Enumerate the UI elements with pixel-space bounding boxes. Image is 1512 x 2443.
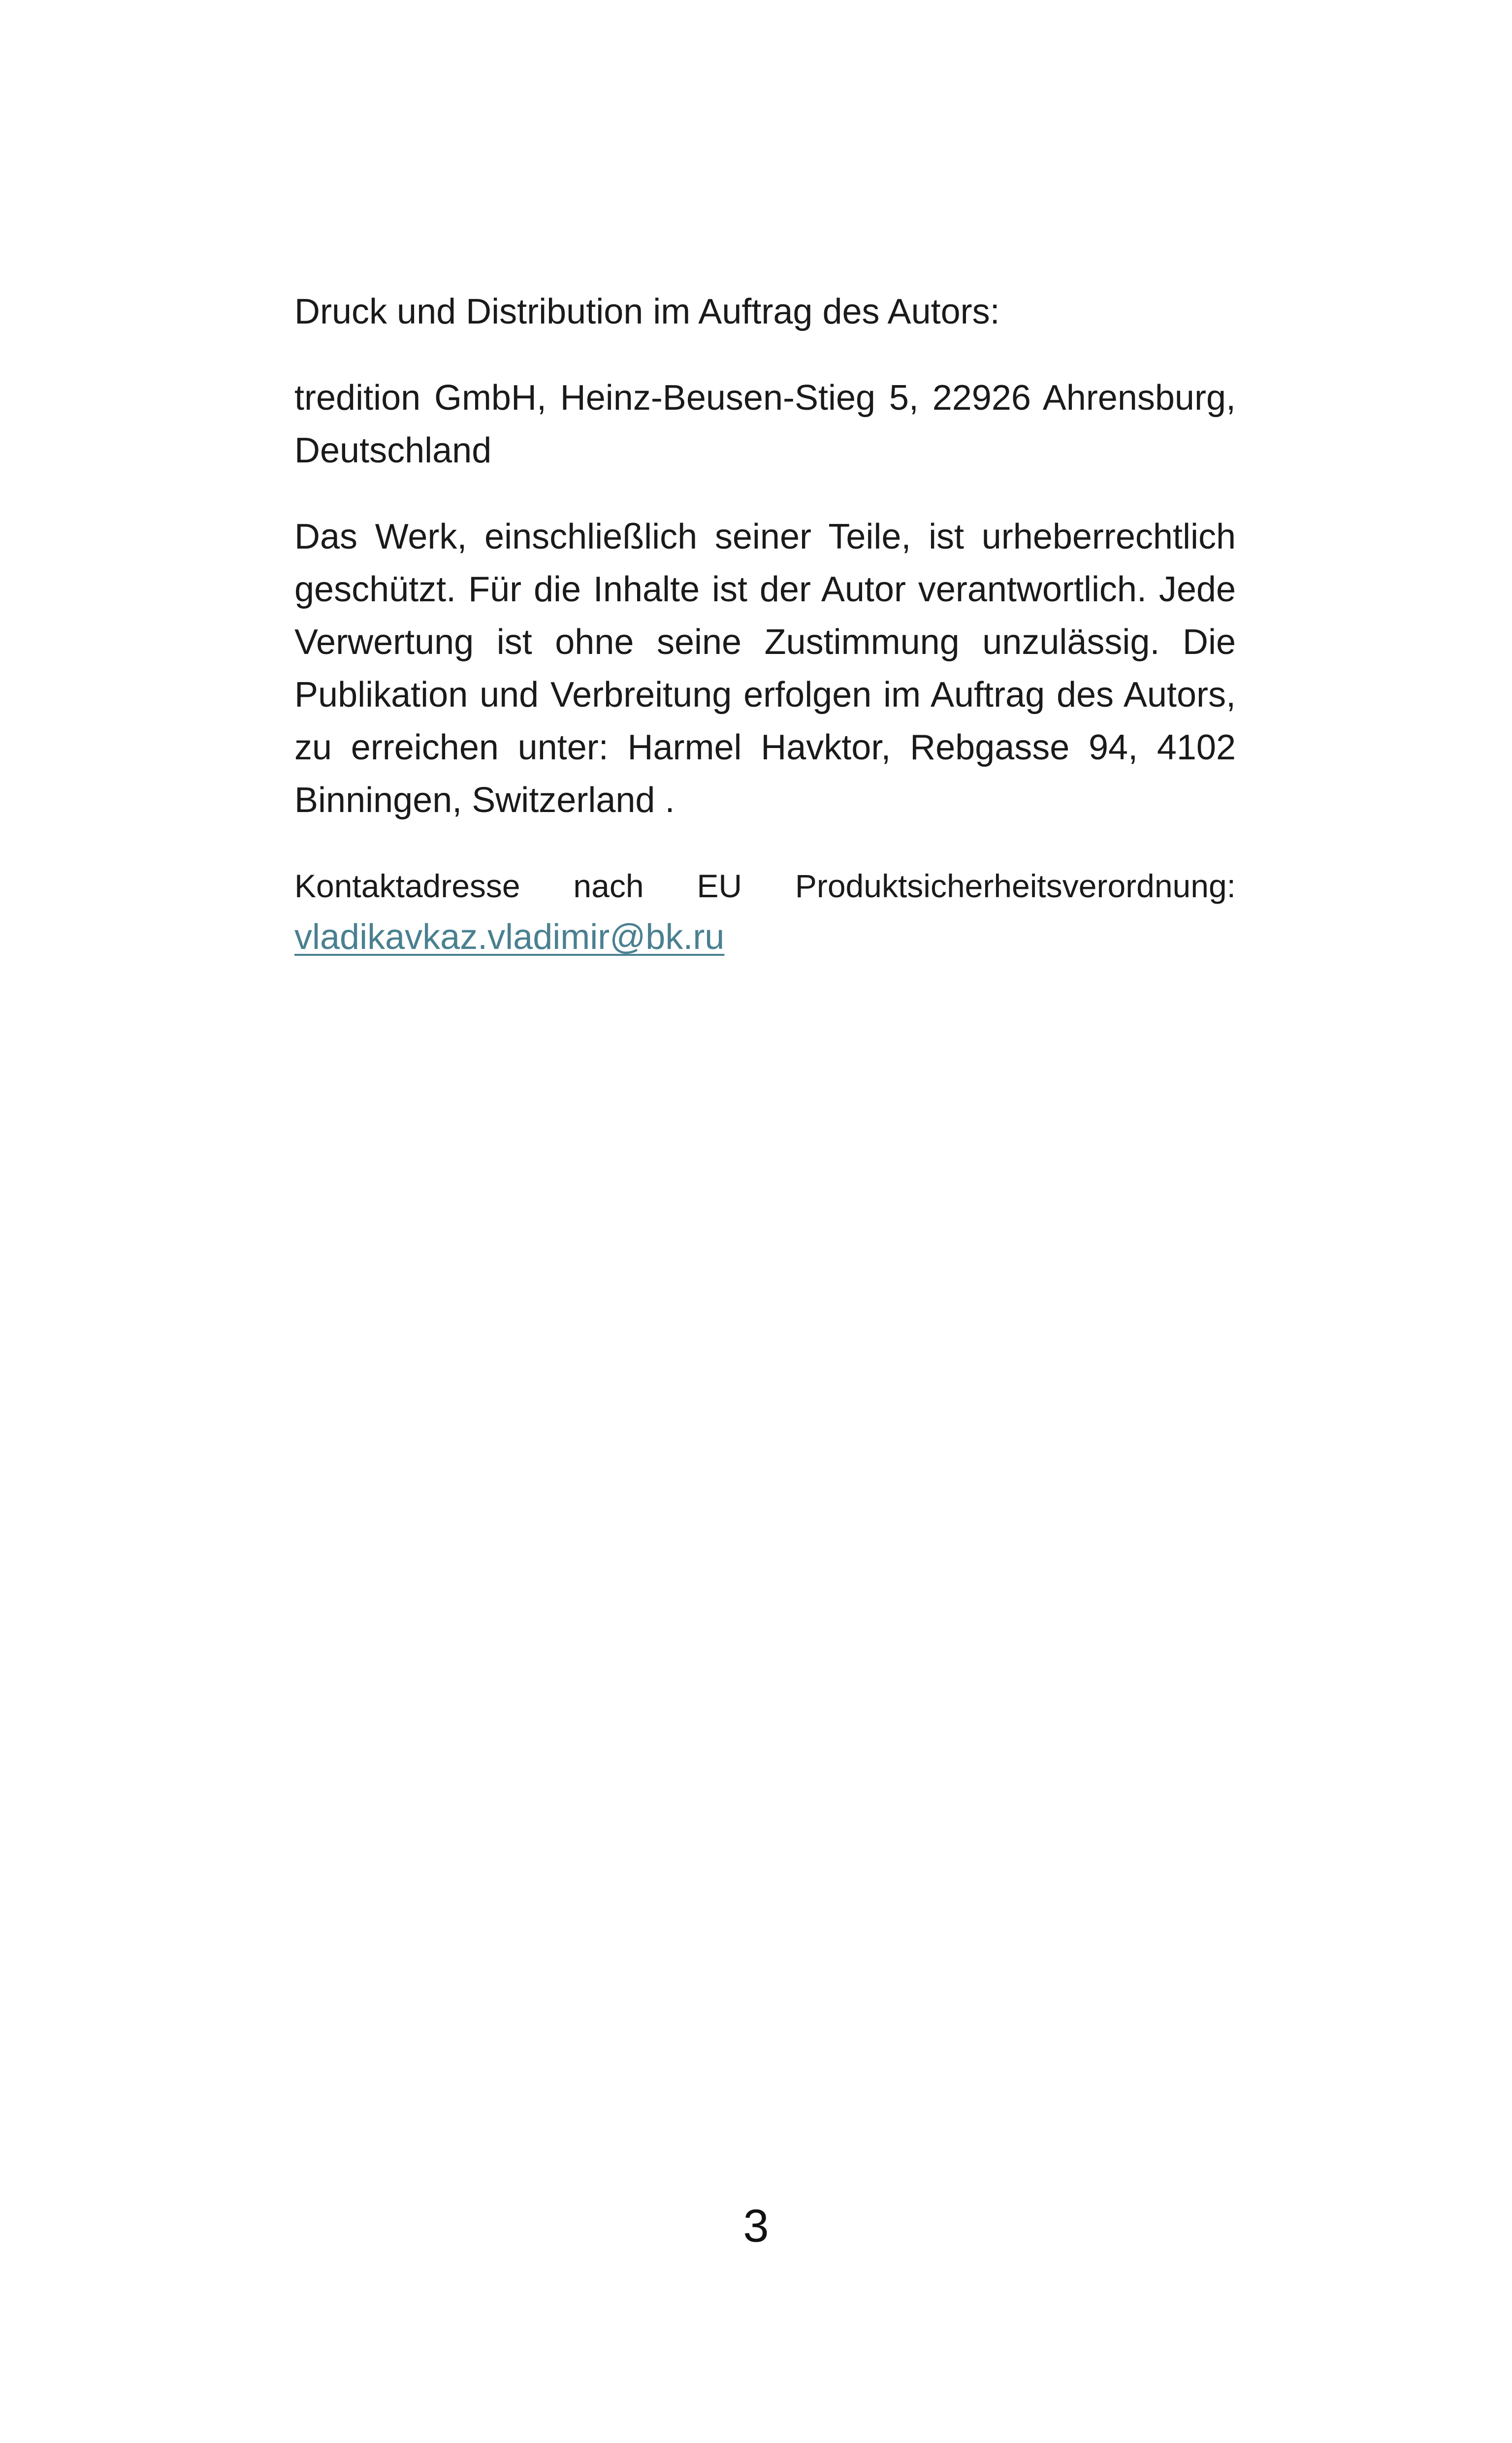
- distribution-heading: Druck und Distribution im Auftrag des Autors:: [294, 292, 1000, 331]
- contact-email-link[interactable]: vladikavkaz.vladimir@bk.ru: [294, 917, 725, 957]
- imprint-block: [294, 286, 1236, 963]
- page-number: 3: [743, 2200, 769, 2251]
- publisher-address: tredition GmbH, Heinz-Beusen-Stieg 5, 22926 Ahrensburg, Deutschland: [294, 378, 1236, 470]
- contact-section: [294, 860, 1236, 963]
- contact-label: Kontaktadresse nach EU Produktsicherheitsverordnung:: [294, 868, 1236, 904]
- copyright-notice: Das Werk, einschließlich seiner Teile, ist urheberrechtlich geschützt. Für die Inhalte ist der Autor verantwortlich. Jede Verwertung ist ohne seine Zustimmung unzulässig. Die Publikation und Verbreitung erfolgen im Auftrag des Autors, zu erreichen unter: Harmel Havktor, Rebgasse 94, 4102 Binningen, Switzerland .: [294, 517, 1236, 820]
